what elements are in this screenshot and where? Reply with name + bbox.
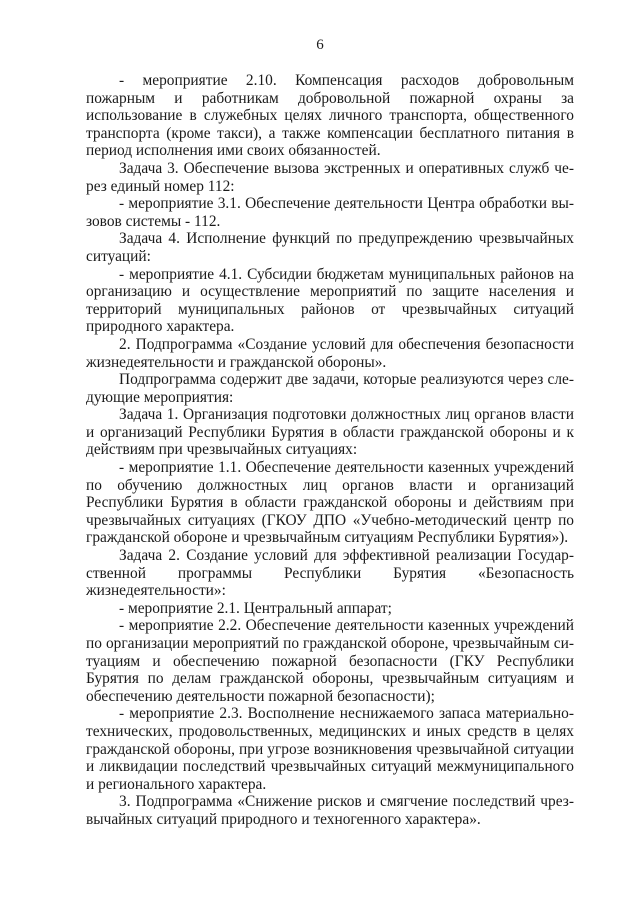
paragraph-task-2: Задача 2. Создание условий для эффективной реализации Государственной программы Республики Бурятия «Безопасность жизнедеятельности»: xyxy=(86,547,574,600)
paragraph-measure-1-1: - мероприятие 1.1. Обеспечение деятельности казенных учреждений по обучению должностных лиц органов власти и организаций Республики Бурятия в области гражданской обороны и действиям при чрезвычайных ситуациях (ГКОУ ДПО «Учебно-методический центр по гражданской обороне и чрезвычайным ситуациям Республики Бурятия»). xyxy=(86,459,574,547)
page-number: 6 xyxy=(316,37,324,53)
paragraph-subprogram-3: 3. Подпрограмма «Снижение рисков и смягчение последствий чрезвычайных ситуаций природного и техногенного характера». xyxy=(86,793,574,828)
paragraph-task-4: Задача 4. Исполнение функций по предупреждению чрезвычайных ситуаций: xyxy=(86,230,574,265)
paragraph-task-3: Задача 3. Обеспечение вызова экстренных и оперативных служб через единый номер 112: xyxy=(86,159,574,195)
paragraph-subprogram-2: 2. Подпрограмма «Создание условий для обеспечения безопасности жизнедеятельности и гражданской обороны». xyxy=(86,335,574,371)
paragraph-subprogram-intro: Подпрограмма содержит две задачи, которые реализуются через следующие мероприятия: xyxy=(86,371,574,406)
paragraph-task-1: Задача 1. Организация подготовки должностных лиц органов власти и организаций Республики Бурятия в области гражданской обороны и к действиям при чрезвычайных ситуациях: xyxy=(86,406,574,459)
paragraph-measure-2-10: - мероприятие 2.10. Компенсация расходов добровольным пожарным и работникам добровольной пожарной охраны за использование в служебных целях личного транспорта, общественного транспорта (кроме такси), а также компенсации бесплатного питания в период исполнения ими своих обязанностей. xyxy=(86,72,574,160)
paragraph-measure-2-1: - мероприятие 2.1. Центральный аппарат; xyxy=(119,599,392,617)
paragraph-measure-4-1: - мероприятие 4.1. Субсидии бюджетам муниципальных районов на организацию и осуществление мероприятий по защите населения и территорий муниципальных районов от чрезвычайных ситуаций природного характера. xyxy=(86,265,574,336)
document-body xyxy=(86,72,574,829)
paragraph-measure-2-2: - мероприятие 2.2. Обеспечение деятельности казенных учреждений по организации мероприятий по гражданской обороне, чрезвычайным ситуациям и обеспечению пожарной безопасности (ГКУ Республики Бурятия по делам гражданской обороны, чрезвычайным ситуациям и обеспечению деятельности пожарной безопасности); xyxy=(86,617,574,705)
paragraph-measure-3-1: - мероприятие 3.1. Обеспечение деятельности Центра обработки вызовов системы - 112. xyxy=(86,195,574,230)
paragraph-measure-2-3: - мероприятие 2.3. Восполнение неснижаемого запаса материально-технических, продовольственных, медицинских и иных средств в целях гражданской обороны, при угрозе возникновения чрезвычайной ситуации и ликвидации последствий чрезвычайных ситуаций межмуниципального и регионального характера. xyxy=(86,705,574,793)
